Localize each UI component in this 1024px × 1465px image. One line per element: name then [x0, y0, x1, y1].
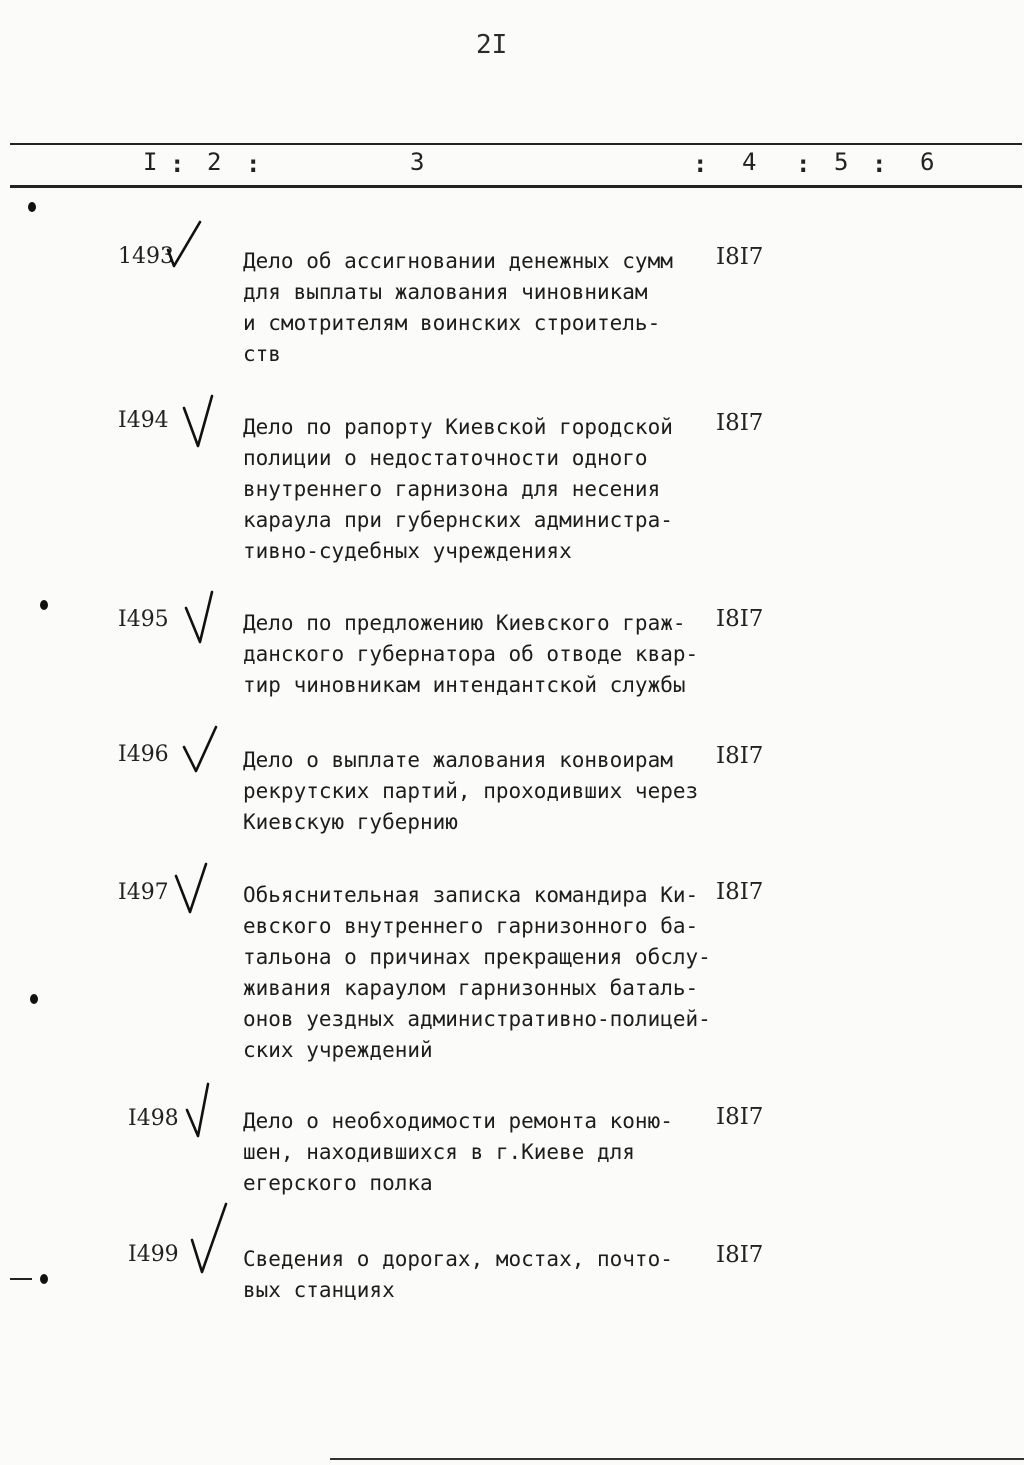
- description-line: Сведения о дорогах, мостах, почто-: [243, 1247, 673, 1271]
- entry-year: I8I7: [716, 1242, 764, 1268]
- description-line: Киевскую губернию: [243, 810, 458, 834]
- entry-description: [243, 880, 723, 1066]
- entry-number: I498: [128, 1106, 179, 1131]
- column-header-5: 5: [834, 148, 849, 176]
- description-line: егерского полка: [243, 1171, 433, 1195]
- entry-year: I8I7: [716, 606, 764, 632]
- description-line: Дело о выплате жалования конвоирам: [243, 748, 673, 772]
- entry-year: I8I7: [716, 743, 764, 769]
- punch-hole-mark: [40, 1274, 48, 1284]
- punch-hole-mark: [40, 600, 48, 610]
- entry-number: I494: [118, 408, 169, 433]
- description-line: тир чиновникам интендантской службы: [243, 673, 686, 697]
- description-line: Дело о необходимости ремонта коню-: [243, 1109, 673, 1133]
- description-line: ств: [243, 342, 281, 366]
- entry-year: I8I7: [716, 244, 764, 270]
- description-line: рекрутских партий, проходивших через: [243, 779, 699, 803]
- column-header-4: 4: [742, 148, 757, 176]
- column-separator: :: [170, 150, 185, 178]
- description-line: онов уездных административно-полицей-: [243, 1007, 711, 1031]
- description-line: караула при губернских администра-: [243, 508, 673, 532]
- margin-dash: [10, 1278, 32, 1280]
- description-line: шен, находившихся в г.Киеве для: [243, 1140, 635, 1164]
- punch-hole-mark: [28, 202, 36, 212]
- entry-number: I499: [128, 1242, 179, 1267]
- column-header-2: 2: [207, 148, 222, 176]
- column-separator: :: [246, 150, 261, 178]
- column-separator: :: [796, 150, 811, 178]
- description-line: полиции о недостаточности одного: [243, 446, 648, 470]
- entry-number: I495: [118, 607, 169, 632]
- column-header-6: 6: [920, 148, 935, 176]
- entry-number: I497: [118, 880, 169, 905]
- checkmark-icon: [160, 220, 206, 272]
- description-line: и смотрителям воинских строитель-: [243, 311, 661, 335]
- checkmark-icon: [184, 1082, 216, 1140]
- entry-description: [243, 246, 723, 370]
- entry-description: [243, 412, 723, 567]
- entry-number: I496: [118, 742, 169, 767]
- description-line: данского губернатора об отводе квар-: [243, 642, 699, 666]
- page-number: 2I: [476, 30, 508, 60]
- entry-year: I8I7: [716, 410, 764, 436]
- description-line: ских учреждений: [243, 1038, 433, 1062]
- header-top-rule: [10, 143, 1022, 145]
- description-line: Дело по предложению Киевского граж-: [243, 611, 686, 635]
- description-line: живания караулом гарнизонных баталь-: [243, 976, 699, 1000]
- column-separator: :: [872, 150, 887, 178]
- description-line: внутреннего гарнизона для несения: [243, 477, 661, 501]
- entry-description: [243, 1244, 723, 1306]
- description-line: Обьяснительная записка командира Ки-: [243, 883, 699, 907]
- punch-hole-mark: [30, 994, 38, 1004]
- entry-description: [243, 1106, 723, 1199]
- checkmark-icon: [180, 394, 216, 450]
- entry-description: [243, 608, 723, 701]
- column-header-1: I: [143, 148, 158, 176]
- entry-description: [243, 745, 723, 838]
- description-line: Дело об ассигновании денежных сумм: [243, 249, 673, 273]
- entry-year: I8I7: [716, 1104, 764, 1130]
- checkmark-icon: [172, 862, 212, 916]
- entry-number: 1493: [118, 244, 174, 269]
- header-bottom-rule: [10, 185, 1022, 188]
- description-line: евского внутреннего гарнизонного ба-: [243, 914, 699, 938]
- description-line: Дело по рапорту Киевской городской: [243, 415, 673, 439]
- description-line: тивно-судебных учреждениях: [243, 539, 572, 563]
- column-separator: :: [693, 150, 708, 178]
- checkmark-icon: [186, 1200, 230, 1276]
- description-line: тальона о причинах прекращения обслу-: [243, 945, 711, 969]
- checkmark-icon: [180, 725, 220, 777]
- description-line: вых станциях: [243, 1278, 395, 1302]
- column-header-3: 3: [410, 148, 425, 176]
- entry-year: I8I7: [716, 879, 764, 905]
- checkmark-icon: [182, 590, 218, 646]
- description-line: для выплаты жалования чиновникам: [243, 280, 648, 304]
- footer-rule: [330, 1458, 1024, 1460]
